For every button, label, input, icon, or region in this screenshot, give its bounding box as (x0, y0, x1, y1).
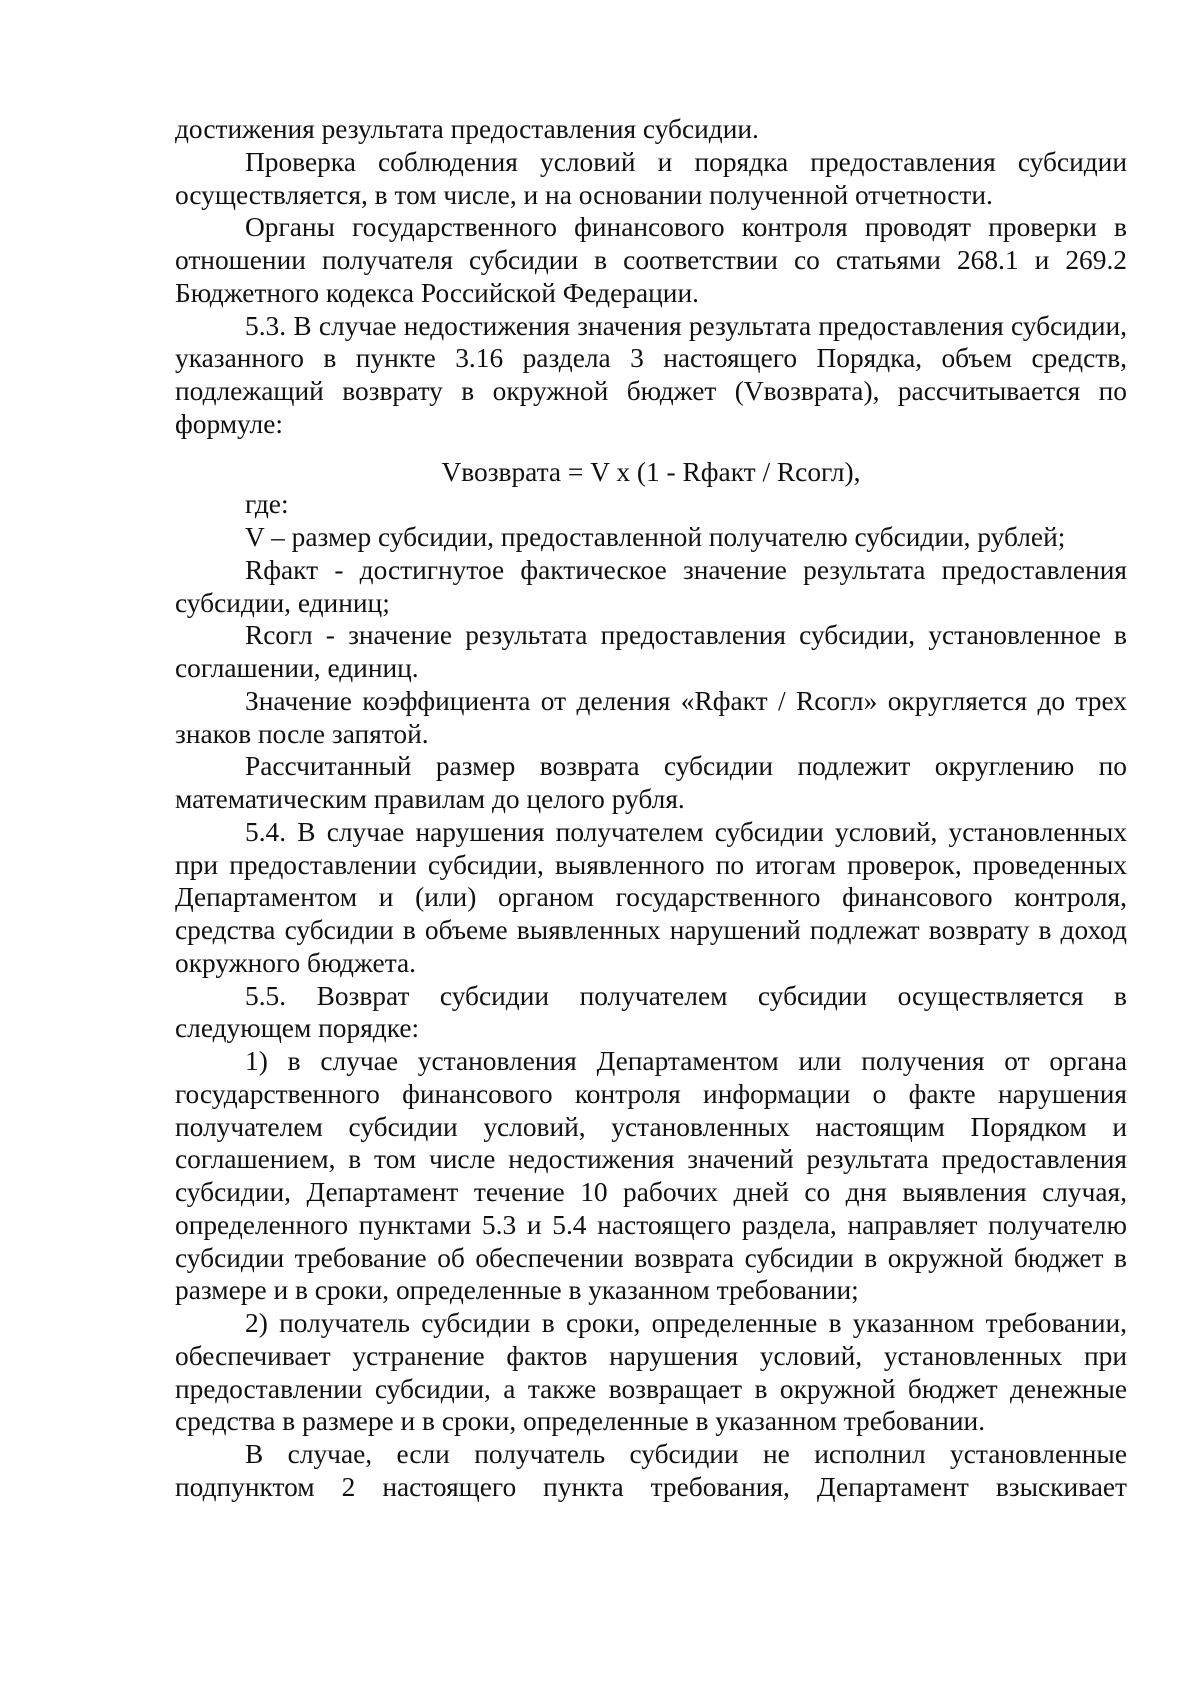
paragraph-refund-rounding: Рассчитанный размер возврата субсидии подлежит округлению по математическим правилам до целого рубля. (175, 751, 1127, 814)
paragraph-coefficient-rounding: Значение коэффициента от деления «Rфакт / Rсогл» округляется до трех знаков после запятой. (175, 685, 1127, 749)
paragraph-5-4: 5.4. В случае нарушения получателем субсидии условий, установленных при предоставлении субсидии, выявленного по итогам проверок, проведенных Департаментом и (или) органом государственного финансового контроля, средства субсидии в объеме выявленных нарушений подлежат возврату в доход окружного бюджета. (175, 816, 1127, 978)
paragraph-control-bodies: Органы государственного финансового контроля проводят проверки в отношении получателя субсидии в соответствии со статьями 268.1 и 269.2 Бюджетного кодекса Российской Федерации. (175, 212, 1127, 308)
paragraph-continuation: достижения результата предоставления субсидии. (175, 114, 759, 144)
definition-rsogl: Rсогл - значение результата предоставления субсидии, установленное в соглашении, единиц. (175, 620, 1127, 683)
definition-rfact: Rфакт - достигнутое фактическое значение результата предоставления субсидии, единиц; (175, 554, 1127, 618)
paragraph-enforcement: В случае, если получатель субсидии не исполнил установленные подпунктом 2 настоящего пункта требования, Департамент взыскивает (175, 1439, 1127, 1502)
paragraph-5-5: 5.5. Возврат субсидии получателем субсидии осуществляется в следующем порядке: (175, 980, 1127, 1044)
paragraph-verification: Проверка соблюдения условий и порядка предоставления субсидии осуществляется, в том числе, и на основании полученной отчетности. (175, 146, 1127, 210)
paragraph-item-1: 1) в случае установления Департаментом или получения от органа государственного финансового контроля информации о факте нарушения получателем субсидии условий, установленных настоящим Порядком и соглашением, в том числе недостижения значений результата предоставления субсидии, Департамент течение 10 рабочих дней со дня выявления случая, определенного пунктами 5.3 и 5.4 настоящего раздела, направляет получателю субсидии требование об обеспечении возврата субсидии в окружной бюджет в размере и в сроки, определенные в указанном требовании; (175, 1046, 1127, 1306)
paragraph-where: где: (245, 489, 289, 520)
definition-v: V – размер субсидии, предоставленной получателю субсидии, рублей; (245, 522, 1066, 552)
formula: Vвозврата = V x (1 - Rфакт / Rсогл), (441, 456, 861, 487)
paragraph-item-2: 2) получатель субсидии в сроки, определенные в указанном требовании, обеспечивает устранение фактов нарушения условий, установленных при предоставлении субсидии, а также возвращает в окружной бюджет денежные средства в размере и в сроки, определенные в указанном требовании. (175, 1308, 1127, 1437)
document-page (175, 113, 1127, 1504)
paragraph-5-3: 5.3. В случае недостижения значения результата предоставления субсидии, указанного в пункте 3.16 раздела 3 настоящего Порядка, объем средств, подлежащий возврату в окружной бюджет (Vвозврата), рассчитывается по формуле: (175, 310, 1127, 439)
